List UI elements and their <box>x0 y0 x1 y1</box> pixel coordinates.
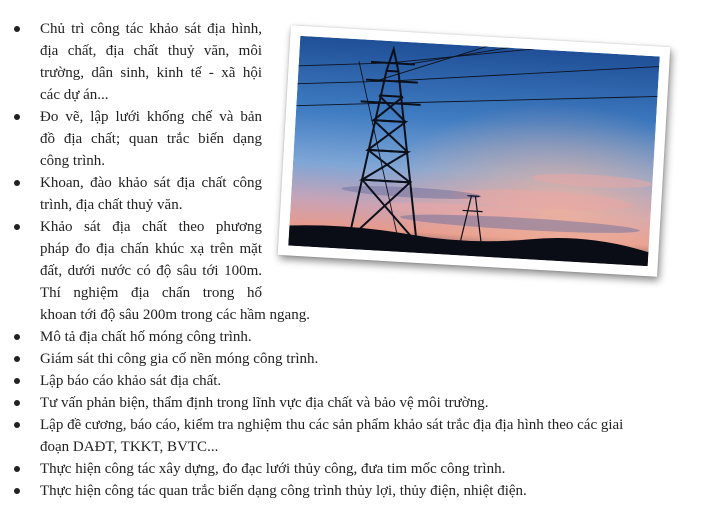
list-item-line: Chủ trì công tác khảo sát địa hình, <box>40 21 262 37</box>
list-item-line: Lập đề cương, báo cáo, kiểm tra nghiệm thu các sản phẩm khảo sát trắc địa địa hình theo các giai <box>40 417 624 433</box>
bullet-icon <box>14 378 20 384</box>
list-item-line: Tư vấn phản biện, thẩm định trong lĩnh vực địa chất và bảo vệ môi trường. <box>40 395 489 411</box>
list-item <box>0 172 707 216</box>
list-item-line: địa chất, địa chất thuỷ văn, môi <box>40 43 262 59</box>
list-item <box>0 392 707 414</box>
bullet-icon <box>14 224 20 230</box>
list-item-line: Đo vẽ, lập lưới khống chế và bản <box>40 109 262 125</box>
list-item-line: đoạn DAĐT, TKKT, BVTC... <box>40 439 219 455</box>
list-item-line: Khoan, đào khảo sát địa chất công <box>40 175 262 191</box>
list-item-line: Thực hiện công tác xây dựng, đo đạc lưới thủy công, đưa tim mốc công trình. <box>40 461 506 477</box>
list-item-line: Lập báo cáo khảo sát địa chất. <box>40 373 222 389</box>
list-item <box>0 216 707 326</box>
list-item <box>0 370 707 392</box>
services-list <box>0 18 707 502</box>
bullet-icon <box>14 422 20 428</box>
list-item-line: Mô tả địa chất hố móng công trình. <box>40 329 252 345</box>
list-item-line: các dự án... <box>40 87 109 103</box>
list-item <box>0 480 707 502</box>
bullet-icon <box>14 466 20 472</box>
list-item <box>0 348 707 370</box>
bullet-icon <box>14 356 20 362</box>
list-item-line: Khảo sát địa chất theo phương <box>40 219 262 235</box>
bullet-icon <box>14 114 20 120</box>
list-item-line: trình, địa chất thuỷ văn. <box>40 197 183 213</box>
list-item <box>0 18 707 106</box>
list-item-line: khoan tới độ sâu 200m trong các hầm ngang. <box>40 307 310 323</box>
list-item-line: pháp đo địa chấn khúc xạ trên mặt <box>40 241 262 257</box>
list-item-line: Giám sát thi công gia cố nền móng công trình. <box>40 351 319 367</box>
list-item <box>0 106 707 172</box>
list-item-line: trường, dân sinh, kinh tế - xã hội <box>40 65 262 81</box>
bullet-icon <box>14 334 20 340</box>
list-item-line: Thực hiện công tác quan trắc biến dạng công trình thủy lợi, thủy điện, nhiệt điện. <box>40 483 527 499</box>
list-item-line: công trình. <box>40 153 105 169</box>
list-item-line: đất, dưới nước có độ sâu tới 100m. <box>40 263 262 279</box>
list-item-line: đồ địa chất; quan trắc biến dạng <box>40 131 262 147</box>
list-item <box>0 326 707 348</box>
bullet-icon <box>14 180 20 186</box>
bullet-icon <box>14 488 20 494</box>
bullet-icon <box>14 26 20 32</box>
list-item-line: Thí nghiệm địa chấn trong hố <box>40 285 262 301</box>
list-item <box>0 458 707 480</box>
bullet-icon <box>14 400 20 406</box>
list-item <box>0 414 707 458</box>
